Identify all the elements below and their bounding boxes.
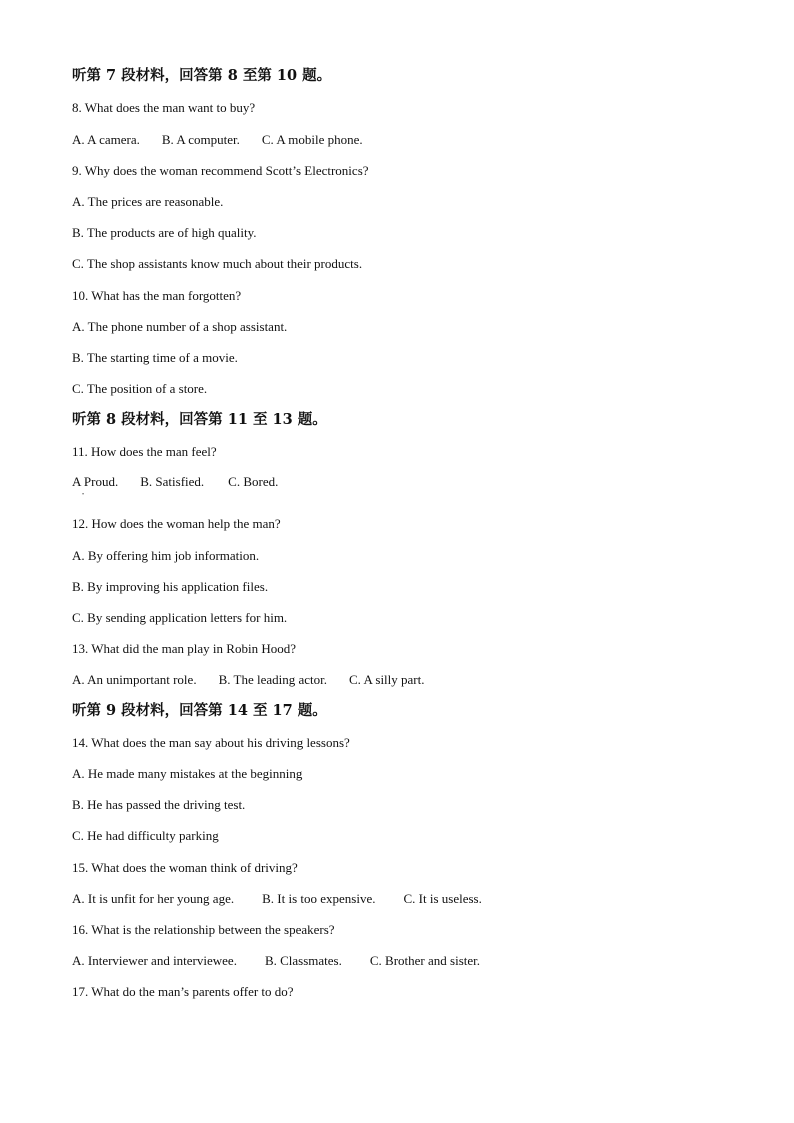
section-heading-7: 听第 7 段材料，回答第 8 至第 10 题。 bbox=[72, 67, 332, 84]
option-9a: A. The prices are reasonable. bbox=[72, 194, 224, 209]
option-15b: B. It is too expensive. bbox=[262, 891, 376, 906]
option-16b: B. Classmates. bbox=[264, 953, 342, 968]
section-heading-9: 听第 9 段材料，回答第 14 至 17 题。 bbox=[72, 702, 327, 719]
option-11b: B. Satisfied. bbox=[140, 474, 205, 489]
stray-dot: • bbox=[82, 492, 85, 498]
question-14: 14. What does the man say about his driving lessons? bbox=[72, 735, 350, 750]
option-13c: C. A silly part. bbox=[349, 672, 425, 687]
option-14a: A. He made many mistakes at the beginning bbox=[72, 766, 303, 781]
option-10b: B. The starting time of a movie. bbox=[72, 350, 238, 365]
option-8b: B. A computer. bbox=[161, 132, 240, 147]
option-14b: B. He has passed the driving test. bbox=[72, 797, 246, 812]
option-12c: C. By sending application letters for him. bbox=[72, 610, 288, 625]
option-11a: A Proud. bbox=[72, 474, 119, 489]
option-12a: A. By offering him job information. bbox=[72, 548, 260, 563]
question-13-options bbox=[72, 672, 425, 688]
question-13: 13. What did the man play in Robin Hood? bbox=[72, 641, 296, 656]
question-16-options bbox=[72, 953, 480, 969]
option-10a: A. The phone number of a shop assistant. bbox=[72, 319, 288, 334]
question-8: 8. What does the man want to buy? bbox=[72, 100, 256, 115]
question-11-options bbox=[72, 474, 278, 490]
question-9: 9. Why does the woman recommend Scott’s Electronics? bbox=[72, 163, 369, 178]
question-16: 16. What is the relationship between the speakers? bbox=[72, 922, 335, 937]
question-8-options bbox=[72, 132, 363, 148]
question-15: 15. What does the woman think of driving? bbox=[72, 860, 298, 875]
option-11c: C. Bored. bbox=[228, 474, 279, 489]
option-9b: B. The products are of high quality. bbox=[72, 225, 257, 240]
option-8a: A. A camera. bbox=[72, 132, 140, 147]
option-15a: A. It is unfit for her young age. bbox=[72, 891, 235, 906]
option-13a: A. An unimportant role. bbox=[72, 672, 197, 687]
question-11: 11. How does the man feel? bbox=[72, 444, 217, 459]
option-16c: C. Brother and sister. bbox=[369, 953, 481, 968]
option-8c: C. A mobile phone. bbox=[261, 132, 363, 147]
question-10: 10. What has the man forgotten? bbox=[72, 288, 242, 303]
option-15c: C. It is useless. bbox=[403, 891, 482, 906]
option-12b: B. By improving his application files. bbox=[72, 579, 269, 594]
option-16a: A. Interviewer and interviewee. bbox=[72, 953, 237, 968]
question-17: 17. What do the man’s parents offer to do? bbox=[72, 984, 294, 999]
section-heading-8: 听第 8 段材料，回答第 11 至 13 题。 bbox=[72, 411, 327, 428]
option-9c: C. The shop assistants know much about their products. bbox=[72, 256, 363, 271]
question-12: 12. How does the woman help the man? bbox=[72, 516, 281, 531]
option-10c: C. The position of a store. bbox=[72, 381, 208, 396]
option-13b: B. The leading actor. bbox=[218, 672, 328, 687]
option-14c: C. He had difficulty parking bbox=[72, 828, 219, 843]
question-15-options bbox=[72, 891, 482, 907]
